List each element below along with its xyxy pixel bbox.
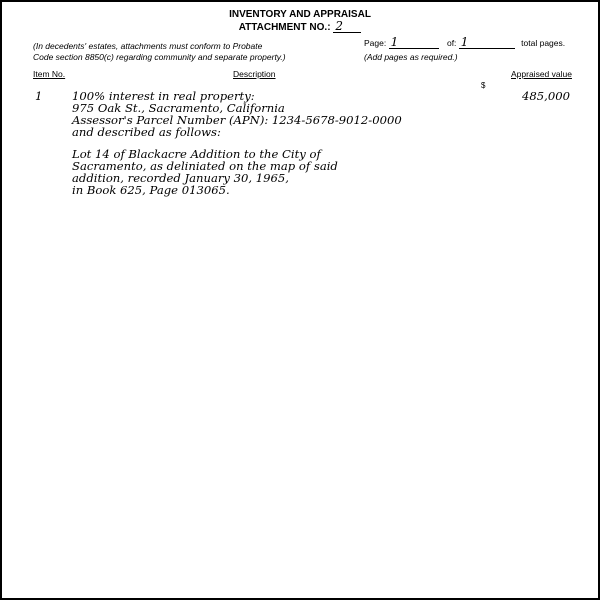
probate-note-line1: (In decedents' estates, attachments must conform to Probate bbox=[33, 41, 263, 51]
legal-line: Lot 14 of Blackacre Addition to the City of bbox=[72, 147, 321, 161]
item-number: 1 bbox=[35, 89, 43, 103]
add-pages-note: (Add pages as required.) bbox=[364, 52, 458, 62]
item-legal-description bbox=[72, 148, 338, 196]
attachment-line bbox=[2, 21, 598, 34]
description-line: Assessor's Parcel Number (APN): 1234-5678-9012-0000 bbox=[72, 113, 402, 127]
probate-note bbox=[33, 41, 333, 63]
total-pages-field[interactable]: 1 bbox=[459, 37, 515, 49]
item-appraised-value: 485,000 bbox=[522, 89, 570, 103]
page-count-line bbox=[364, 37, 565, 49]
currency-symbol: $ bbox=[481, 81, 486, 90]
item-description bbox=[72, 90, 402, 138]
description-line: and described as follows: bbox=[72, 125, 221, 139]
description-line: 975 Oak St., Sacramento, California bbox=[72, 101, 285, 115]
col-header-item-no: Item No. bbox=[33, 69, 66, 79]
probate-note-line2: Code section 8850(c) regarding community and separate property.) bbox=[33, 52, 286, 62]
attachment-number-field[interactable]: 2 bbox=[333, 21, 361, 33]
of-label: of: bbox=[446, 38, 457, 48]
page-label: Page: bbox=[364, 38, 387, 48]
legal-line: addition, recorded January 30, 1965, bbox=[72, 171, 289, 185]
legal-line: Sacramento, as deliniated on the map of said bbox=[72, 159, 338, 173]
total-pages-label: total pages. bbox=[521, 38, 566, 48]
attachment-label: ATTACHMENT NO.: bbox=[238, 22, 331, 33]
description-line: 100% interest in real property: bbox=[72, 89, 255, 103]
form-title: INVENTORY AND APPRAISAL bbox=[229, 9, 371, 20]
page-number-field[interactable]: 1 bbox=[389, 37, 439, 49]
col-header-description: Description bbox=[233, 69, 276, 79]
col-header-appraised-value: Appraised value bbox=[511, 69, 572, 79]
legal-line: in Book 625, Page 013065. bbox=[72, 183, 230, 197]
